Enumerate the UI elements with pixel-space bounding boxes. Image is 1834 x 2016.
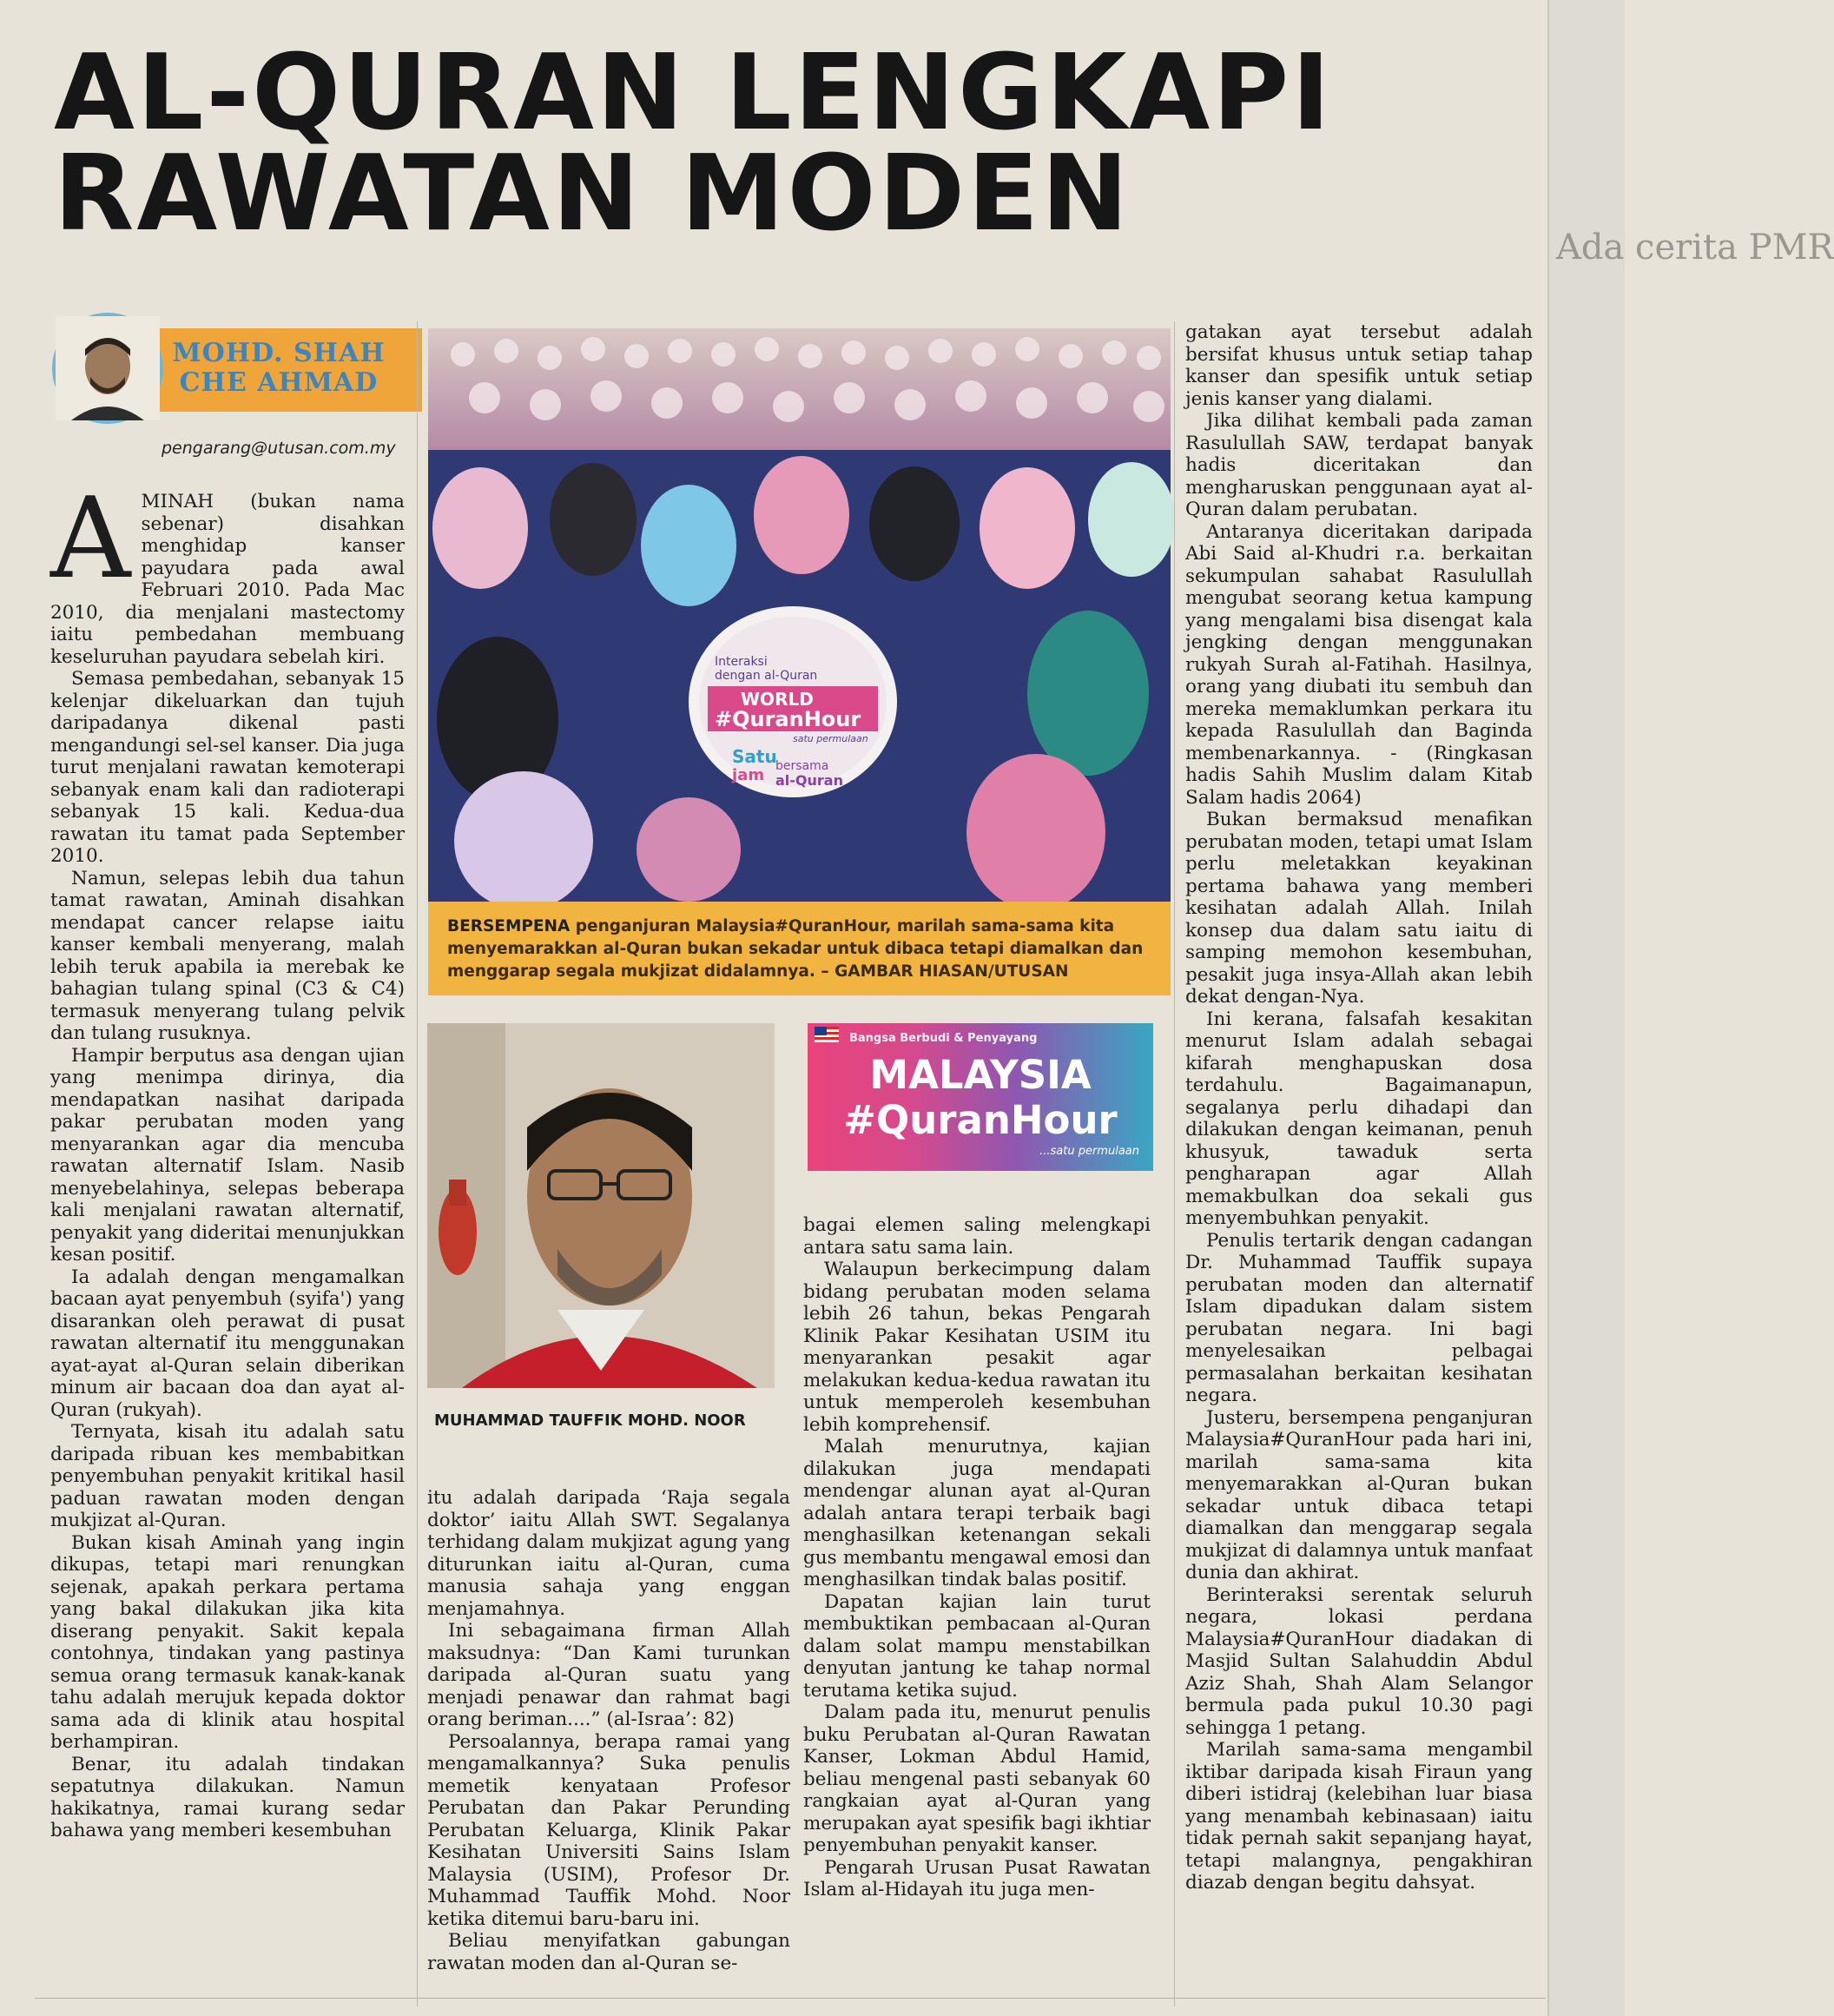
paragraph: Benar, itu adalah tindakan sepatutnya dilakukan. Namun hakikatnya, ramai kurang sedar bahawa yang memberi kesembuhan <box>50 1753 405 1841</box>
caption-body: penganjuran Malaysia#QuranHour, marilah sama-sama kita menyemarakkan al-Quran bukan sekadar untuk dibaca tetapi diamalkan dan menggarap segala mukjizat didalamnya. <box>447 917 1144 981</box>
paragraph: Namun, selepas lebih dua tahun tamat rawatan, Aminah disahkan mendapat cancer relapse iaitu kanser kembali menyerang, malah lebih teruk apabila ia merebak ke bahagian tulang spinal (C3 & C4) termasuk menyerang tulang pelvik dan tulang rusuknya. <box>50 867 405 1044</box>
photo-caption <box>428 902 1171 995</box>
author-byline <box>49 313 431 458</box>
banner-text: dengan al-Quran <box>715 669 818 683</box>
headline <box>54 33 1487 254</box>
paragraph: Bukan kisah Aminah yang ingin dikupas, tetapi mari renungkan sejenak, apakah perkara pertama yang bakal dilakukan jika kita diserang penyakit. Sakit kepala contohnya, tindakan yang pastinya semua orang termasuk kanak-kanak tahu adalah merujuk kepada doktor sama ada di klinik atau hospital berhampiran. <box>50 1531 405 1753</box>
column-divider <box>417 321 418 2006</box>
author-name <box>144 339 413 398</box>
paragraph: Persoalannya, berapa ramai yang mengamalkannya? Suka penulis memetik kenyataan Profesor Perubatan dan Pakar Perunding Perubatan Keluarga, Klinik Pakar Kesihatan Universiti Sains Islam Malaysia (USIM), Profesor Dr. Muhammad Tauffik Mohd. Noor ketika ditemui baru-baru ini. <box>427 1730 790 1930</box>
drop-cap: A <box>50 474 131 604</box>
paragraph: Dapatan kajian lain turut membuktikan pembacaan al-Quran dalam solat mampu menstabilkan denyutan jantung ke tahap normal terutama ketika sujud. <box>803 1590 1151 1702</box>
paragraph: Bukan bermaksud menafikan perubatan moden, tetapi umat Islam perlu meletakkan keyakinan pertama bahawa yang memberi kesihatan adalah Allah. Inilah konsep dua dalam satu iaitu di samping memohon kesembuhan, pesakit juga insya-Allah akan lebih dekat dengan-Nya. <box>1185 809 1533 1008</box>
paragraph: Dalam pada itu, menurut penulis buku Perubatan al-Quran Rawatan Kanser, Lokman Abdul Hamid, beliau mengenal pasti sebanyak 60 rangkaian ayat al-Quran yang merupakan ayat spesifik bagi ikhtiar penyembuhan penyakit kanser. <box>803 1702 1151 1856</box>
quranhour-logo <box>808 1023 1153 1171</box>
paragraph: gatakan ayat tersebut adalah bersifat khusus untuk setiap tahap kanser dan spesifik untuk setiap jenis kanser yang dialami. <box>1185 321 1533 410</box>
malaysia-flag-icon <box>815 1027 839 1042</box>
banner-text: bersama <box>775 759 829 773</box>
adjacent-page-text: Ada cerita PMR <box>1556 228 1834 268</box>
banner-text: Satu <box>732 746 777 767</box>
article-column-2a <box>427 1487 790 1974</box>
paragraph: Penulis tertarik dengan cadangan Dr. Muhammad Tauffik supaya perubatan moden dan alternatif Islam dipadukan dalam sistem perubatan negara. Ini bagi menyelesaikan pelbagai permasalahan berkaitan kesihatan negara. <box>1185 1229 1533 1406</box>
article-column-2b <box>803 1214 1151 1901</box>
paragraph: MINAH (bukan nama sebenar) disahkan menghidap kanser payudara pada awal Februari 2010. Pada Mac 2010, dia menjalani mastectomy iaitu pembedahan membuang keseluruhan payudara sebelah kiri. <box>50 491 405 668</box>
paragraph: Pengarah Urusan Pusat Rawatan Islam al-Hidayah itu juga men- <box>803 1856 1151 1900</box>
banner-text: jam <box>732 766 765 784</box>
headline-line-1: AL-QURAN LENGKAPI <box>54 33 1333 154</box>
article-column-3 <box>1185 321 1533 1894</box>
banner-text: al-Quran <box>775 772 843 789</box>
logo-line-2: #QuranHour <box>843 1097 1118 1143</box>
article-column-1 <box>50 474 405 1842</box>
logo-line-1: MALAYSIA <box>869 1052 1092 1098</box>
paragraph: itu adalah daripada ‘Raja segala doktor’ iaitu Allah SWT. Segalanya terhidang dalam mukjizat agung yang diturunkan iaitu al-Quran, cuma manusia sahaja yang enggan menjamahnya. <box>427 1487 790 1620</box>
paragraph: bagai elemen saling melengkapi antara satu sama lain. <box>803 1214 1151 1259</box>
paragraph: Marilah sama-sama mengambil iktibar daripada kisah Firaun yang diberi istidraj (kelebihan luar biasa yang menambah kebinasaan) iaitu tidak pernah sakit sepanjang hayat, tetapi malangnya, pengakhiran diazab dengan begitu dahsyat. <box>1185 1739 1533 1894</box>
author-email: pengarang@utusan.com.my <box>162 439 396 458</box>
author-name-line-1: MOHD. SHAH <box>172 338 386 368</box>
paragraph: Hampir berputus asa dengan ujian yang menimpa dirinya, dia mendapatkan nasihat daripada pakar perubatan moden yang menyarankan agar dia mencuba rawatan alternatif Islam. Nasib menyebelahinya, selepas beberapa kali menjalani rawatan alternatif, penyakit yang dideritai menunjukkan kesan positif. <box>50 1044 405 1266</box>
paragraph: Malah menurutnya, kajian dilakukan juga mendapati mendengar alunan ayat al-Quran adalah antara terapi terbaik bagi menghasilkan ketenangan sekali gus membantu mengawal emosi dan menghasilkan tindak balas positif. <box>803 1436 1151 1590</box>
logo-tagline: Bangsa Berbudi & Penyayang <box>849 1032 1038 1045</box>
paragraph: Ia adalah dengan mengamalkan bacaan ayat penyembuh (syifa') yang disarankan oleh perawat di pusat rawatan alternatif itu menggunakan ayat-ayat al-Quran selain diberikan minum air bacaan doa dan ayat al-Quran (rukyah). <box>50 1266 405 1421</box>
adjacent-page-edge <box>1547 0 1834 2016</box>
caption-lead: BERSEMPENA <box>447 917 571 935</box>
paragraph: Walaupun berkecimpung dalam bidang perubatan moden selama lebih 26 tahun, bekas Pengarah Klinik Pakar Kesihatan USIM itu menyarankan pesakit agar melakukan kedua-kedua rawatan itu untuk memperoleh kesembuhan lebih komprehensif. <box>803 1259 1151 1436</box>
paragraph: Ini sebagaimana firman Allah maksudnya: “Dan Kami turunkan daripada al-Quran suatu yang menjadi penawar dan rahmat bagi orang beriman....” (al-Israa’: 82) <box>427 1620 790 1730</box>
paragraph: Ini kerana, falsafah kesakitan menurut Islam adalah sebagai kifarah menghapuskan dosa terdahulu. Bagaimanapun, segalanya perlu dihadapi dan dilakukan dengan keimanan, penuh khusyuk, tawaduk serta pengharapan agar Allah memakbulkan doa sekali gus menyembuhkan penyakit. <box>1185 1008 1533 1229</box>
paragraph: Beliau menyifatkan gabungan rawatan moden dan al-Quran se- <box>427 1930 790 1974</box>
banner-text: #QuranHour <box>715 707 861 731</box>
headline-line-2: RAWATAN MODEN <box>54 134 1131 254</box>
portrait-caption: MUHAMMAD TAUFFIK MOHD. NOOR <box>434 1411 746 1430</box>
banner-text: Interaksi <box>715 655 768 669</box>
logo-subtitle: ...satu permulaan <box>1039 1145 1139 1158</box>
banner-text: satu permulaan <box>793 733 868 744</box>
paragraph: Semasa pembedahan, sebanyak 15 kelenjar dikeluarkan dan tujuh daripadanya dikenal pasti mengandungi sel-sel kanser. Dia juga turut menjalani rawatan kemoterapi sebanyak enam kali dan radioterapi sebanyak 15 kali. Kedua-dua rawatan itu tamat pada September 2010. <box>50 668 405 867</box>
event-photo <box>428 328 1171 902</box>
paragraph: Berinteraksi serentak seluruh negara, lokasi perdana Malaysia#QuranHour diadakan di Masjid Sultan Salahuddin Abdul Aziz Shah, Shah Alam Selangor bermula pada pukul 10.30 pagi sehingga 1 petang. <box>1185 1583 1533 1739</box>
paragraph: Antaranya diceritakan daripada Abi Said al-Khudri r.a. berkaitan sekumpulan sahabat Rasulullah mengubat seorang ketua kampung yang mengalami bisa disengat kala jengking dengan menggunakan rukyah Surah al-Fatihah. Hasilnya, orang yang diubati itu sembuh dan mereka memaklumkan perkara itu kepada Rasulullah dan Baginda membenarkannya. - (Ringkasan hadis Sahih Muslim dalam Kitab Salam hadis 2064) <box>1185 520 1533 809</box>
portrait-photo <box>427 1023 775 1388</box>
logo-title <box>820 1053 1141 1143</box>
paragraph: Justeru, bersempena penganjuran Malaysia#QuranHour pada hari ini, marilah sama-sama kita menyemarakkan al-Quran bukan sekadar untuk dibaca tetapi diamalkan dan menggarap segala mukjizat di dalamnya untuk manfaat dunia dan akhirat. <box>1185 1406 1533 1583</box>
caption-credit: – GAMBAR HIASAN/UTUSAN <box>815 962 1069 981</box>
author-name-line-2: CHE AHMAD <box>179 367 379 398</box>
banner-text: WORLD <box>741 689 814 710</box>
bottom-rule <box>35 1998 1546 1999</box>
column-divider <box>1174 321 1175 2006</box>
paragraph: Ternyata, kisah itu adalah satu daripada ribuan kes membabitkan penyembuhan penyakit kritikal hasil paduan rawatan moden dengan mukjizat al-Quran. <box>50 1421 405 1531</box>
paragraph: Jika dilihat kembali pada zaman Rasulullah SAW, terdapat banyak hadis diceritakan dan mengharuskan penggunaan ayat al-Quran dalam perubatan. <box>1185 410 1533 520</box>
